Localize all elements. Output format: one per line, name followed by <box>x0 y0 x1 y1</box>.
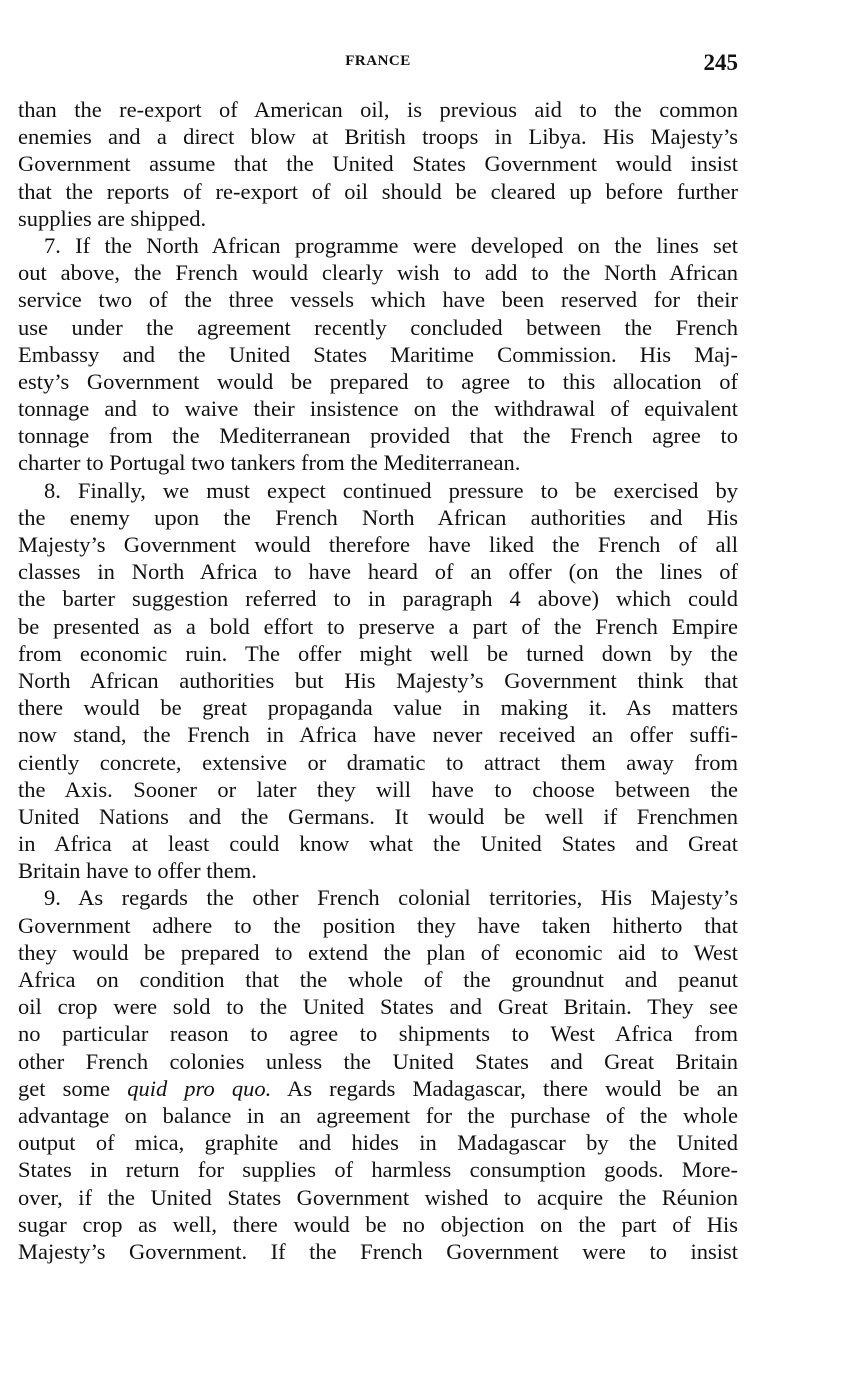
text-line-with-italic <box>18 1075 738 1102</box>
text-line: no particular reason to agree to shipments to West Africa from <box>18 1021 738 1047</box>
text-line: from economic ruin. The offer might well be turned down by the <box>18 640 738 666</box>
text-line: than the re-export of American oil, is previous aid to the common <box>18 97 738 122</box>
text-segment: As regards Madagascar, there would be an <box>287 1075 739 1101</box>
text-line: now stand, the French in Africa have never received an offer suffi- <box>18 722 738 748</box>
text-line: use under the agreement recently concluded between the French <box>18 314 738 340</box>
running-head <box>18 50 738 80</box>
text-line: over, if the United States Government wished to acquire the Réunion <box>18 1184 738 1210</box>
text-line: supplies are shipped. <box>18 205 207 231</box>
paragraph-8-first-line: 8. Finally, we must expect continued pressure to be exercised by <box>44 477 738 503</box>
text-line: be presented as a bold effort to preserve a part of the French Empire <box>18 613 738 639</box>
text-line: advantage on balance in an agreement for the purchase of the whole <box>18 1102 738 1128</box>
text-line: tonnage and to waive their insistence on the withdrawal of equivalent <box>18 396 738 422</box>
text-line: esty’s Government would be prepared to agree to this allocation of <box>18 368 738 394</box>
text-line: in Africa at least could know what the United States and Great <box>18 831 738 857</box>
text-line: other French colonies unless the United States and Great Britain <box>18 1048 738 1074</box>
text-line: Majesty’s Government would therefore have liked the French of all <box>18 532 738 557</box>
text-line: output of mica, graphite and hides in Madagascar by the United <box>18 1130 738 1156</box>
paragraph-7-first-line: 7. If the North African programme were developed on the lines set <box>44 232 738 258</box>
text-line: Embassy and the United States Maritime Commission. His Maj- <box>18 341 738 367</box>
text-line: States in return for supplies of harmless consumption goods. More- <box>18 1157 738 1183</box>
text-line: Government adhere to the position they have taken hitherto that <box>18 912 738 938</box>
text-line: tonnage from the Mediterranean provided that the French agree to <box>18 423 738 449</box>
text-line: that the reports of re-export of oil should be cleared up before further <box>18 178 738 204</box>
text-line: enemies and a direct blow at British troops in Libya. His Majesty’s <box>18 124 738 150</box>
text-line: oil crop were sold to the United States and Great Britain. They see <box>18 994 738 1020</box>
text-line: the Axis. Sooner or later they will have to choose between the <box>18 776 738 802</box>
text-segment: get some <box>18 1075 111 1101</box>
text-line: Britain have to offer them. <box>18 858 257 884</box>
text-line: Majesty’s Government. If the French Government were to insist <box>18 1238 738 1264</box>
text-line: Africa on condition that the whole of the groundnut and peanut <box>18 967 738 992</box>
text-line: sugar crop as well, there would be no objection on the part of His <box>18 1211 738 1237</box>
body-text <box>18 96 738 1265</box>
running-title: FRANCE <box>345 53 411 69</box>
page-number: 245 <box>703 50 738 75</box>
text-line: out above, the French would clearly wish to add to the North African <box>18 260 738 286</box>
text-line: there would be great propaganda value in making it. As matters <box>18 695 738 721</box>
text-line: North African authorities but His Majesty’s Government think that <box>18 667 738 693</box>
text-line: United Nations and the Germans. It would be well if Frenchmen <box>18 803 738 829</box>
text-line: they would be prepared to extend the plan of economic aid to West <box>18 939 738 965</box>
text-line: charter to Portugal two tankers from the Mediterranean. <box>18 450 521 476</box>
text-line: classes in North Africa to have heard of an offer (on the lines of <box>18 559 738 585</box>
text-line: service two of the three vessels which have been reserved for their <box>18 287 738 313</box>
text-line: the enemy upon the French North African authorities and His <box>18 504 738 530</box>
text-line: Government assume that the United States Government would insist <box>18 151 738 177</box>
paragraph-9-first-line: 9. As regards the other French colonial territories, His Majesty’s <box>44 885 738 911</box>
text-line: the barter suggestion referred to in paragraph 4 above) which could <box>18 586 738 612</box>
text-line: ciently concrete, extensive or dramatic to attract them away from <box>18 749 738 775</box>
italic-phrase: quid pro quo. <box>127 1075 272 1101</box>
